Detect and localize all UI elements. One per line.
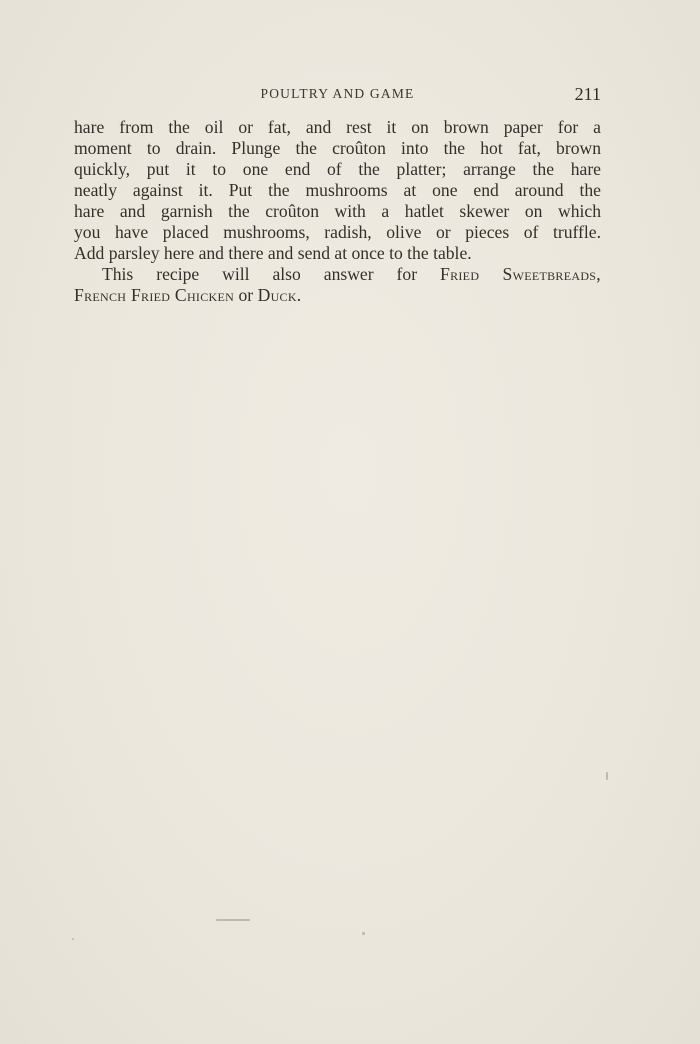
text-line (74, 264, 601, 285)
page-number: 211 (574, 84, 601, 104)
running-head (74, 84, 601, 108)
chapter-title: POULTRY AND GAME (260, 86, 415, 101)
text-line: quickly, put it to one end of the platter; arrange the hare (74, 159, 601, 179)
recipe-name-chicken: French Fried Chicken (74, 285, 235, 305)
text-line (74, 285, 601, 306)
conjunction-or: or (234, 285, 258, 305)
paper-speck (72, 938, 74, 940)
paper-speck (606, 772, 608, 780)
paragraph-instructions (74, 117, 601, 264)
body-text (74, 117, 601, 306)
paragraph-variations (74, 264, 601, 306)
paper-speck (216, 919, 250, 921)
recipe-name-duck: Duck. (257, 285, 302, 305)
text-line: moment to drain. Plunge the croûton into the hot fat, brown (74, 138, 601, 158)
text-line: neatly against it. Put the mushrooms at one end around the (74, 180, 601, 200)
recipe-name-sweetbreads: Fried Sweetbreads, (440, 264, 601, 284)
variation-intro: This recipe will also answer for (102, 264, 440, 284)
paper-speck (362, 932, 365, 935)
text-line: Add parsley here and there and send at once to the table. (74, 243, 472, 263)
text-line: hare and garnish the croûton with a hatlet skewer on which (74, 201, 601, 221)
text-line: hare from the oil or fat, and rest it on brown paper for a (74, 117, 601, 137)
text-line: you have placed mushrooms, radish, olive or pieces of truffle. (74, 222, 601, 242)
